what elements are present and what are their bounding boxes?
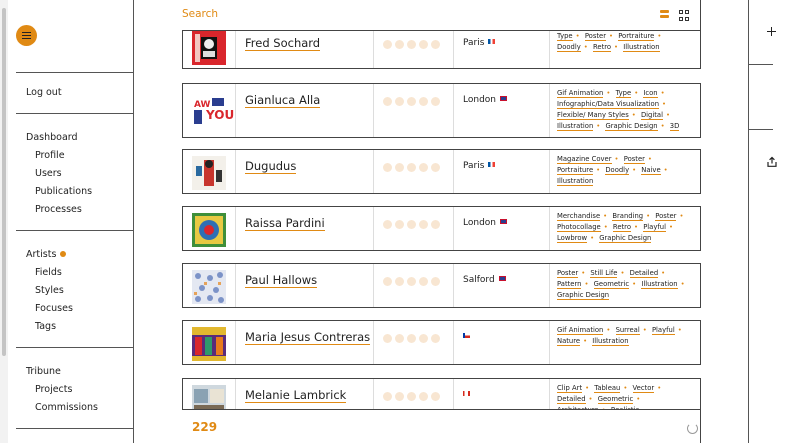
tag-separator: • [668,223,673,231]
column-divider [373,207,374,250]
column-divider [373,150,374,193]
grid-view-icon[interactable] [679,10,690,21]
table-row[interactable] [182,263,701,308]
share-icon [767,157,777,167]
artist-name-link[interactable]: Gianluca Alla [245,93,321,107]
location-text: London [463,95,496,105]
sidebar-item-commissions[interactable]: Commissions [35,402,98,413]
rating-dot[interactable] [419,163,428,172]
rating-dot[interactable] [407,163,416,172]
artist-name-link[interactable]: Fred Sochard [245,36,321,50]
rating-dot[interactable] [395,163,404,172]
tag-separator: • [609,32,614,40]
rating-dot[interactable] [407,40,416,49]
rating-dot[interactable] [395,392,404,401]
tag-link[interactable]: Branding [612,212,644,220]
sidebar-item-tribune[interactable]: Tribune [26,366,61,377]
hamburger-icon[interactable] [16,25,37,46]
artist-tags [557,31,697,53]
tag-link[interactable]: Graphic Design [599,234,652,242]
tag-separator: • [581,269,586,277]
tag-separator: • [603,212,608,220]
tag-link[interactable]: Magazine Cover [557,155,612,163]
location-text: Paris [463,161,485,171]
tag-separator: • [634,223,639,231]
tag-link[interactable]: Poster [655,212,677,220]
tag-link[interactable]: Illustration [557,122,594,130]
column-divider [453,264,454,307]
sidebar-divider [16,428,133,429]
rating-dots[interactable] [383,220,440,229]
list-footer [182,409,701,443]
rating-dot[interactable] [407,277,416,286]
rating-dot[interactable] [383,392,392,401]
tag-separator: • [679,212,684,220]
rating-dot[interactable] [431,334,440,343]
sidebar-item-processes[interactable]: Processes [35,204,82,215]
tag-separator: • [584,280,589,288]
tag-link[interactable]: Doodly [605,166,630,174]
tag-separator: • [585,384,590,392]
artist-location [463,218,507,228]
tag-separator: • [632,280,637,288]
tag-separator: • [623,384,628,392]
tag-separator: • [660,89,665,97]
tag-separator: • [657,32,662,40]
tag-link[interactable]: Poster [623,155,645,163]
results-count: 229 [192,420,218,434]
table-row[interactable] [182,149,701,194]
column-divider [235,321,236,364]
rating-dot[interactable] [395,277,404,286]
column-divider [453,150,454,193]
artist-tags [557,325,697,347]
sidebar-item-artists-label: Artists [26,249,57,260]
column-divider [235,84,236,137]
tag-separator: • [606,326,611,334]
tag-link[interactable]: Illustration [641,280,678,288]
active-indicator-dot [60,251,66,257]
tag-separator: • [636,395,641,403]
rating-dot[interactable] [431,392,440,401]
sidebar-item-dashboard[interactable]: Dashboard [26,132,78,143]
tag-separator: • [680,280,685,288]
tag-link[interactable]: Geometric [597,395,634,403]
rating-dot[interactable] [383,220,392,229]
tag-link[interactable]: Gif Animation [557,89,604,97]
svg-text:YOU: YOU [206,108,235,122]
rating-dots[interactable] [383,40,440,49]
tag-separator: • [596,166,601,174]
tag-link[interactable]: Portraiture [557,166,594,174]
tag-link[interactable]: Graphic Design [557,291,610,299]
tag-link[interactable]: Playful [643,223,666,231]
rating-dot[interactable] [419,40,428,49]
tag-link[interactable]: Lowbrow [557,234,588,242]
sidebar-item-profile[interactable]: Profile [35,150,65,161]
artist-thumbnail[interactable] [192,31,226,65]
tag-link[interactable]: Illustration [557,177,594,185]
column-divider [549,25,550,68]
rating-dot[interactable] [407,392,416,401]
tag-separator: • [632,166,637,174]
table-row[interactable] [182,206,701,251]
tag-link[interactable]: Portraiture [618,32,655,40]
column-divider [235,264,236,307]
search-bar [182,0,701,31]
column-divider [235,25,236,68]
tag-link[interactable]: Detailed [557,395,586,403]
rating-dot[interactable] [395,40,404,49]
tag-link[interactable]: Digital [640,111,663,119]
tag-separator: • [647,155,652,163]
country-flag-icon [499,276,506,281]
logout-link[interactable]: Log out [26,87,62,98]
tag-separator: • [603,223,608,231]
tag-link[interactable]: Surreal [615,326,640,334]
rating-dot[interactable] [383,277,392,286]
column-divider [453,84,454,137]
column-divider [453,321,454,364]
tag-link[interactable]: Doodly [557,43,581,51]
tag-link[interactable]: Type [557,32,573,40]
column-divider [235,150,236,193]
location-text: London [463,218,496,228]
artist-location [463,38,495,48]
tag-separator: • [657,384,662,392]
column-divider [549,150,550,193]
rating-dots[interactable] [383,163,440,172]
column-divider [373,25,374,68]
rating-dots[interactable] [383,277,440,286]
column-divider [373,264,374,307]
column-divider [373,84,374,137]
tag-link[interactable]: Geometric [593,280,630,288]
tag-link[interactable]: Type [615,89,632,97]
column-divider [453,25,454,68]
tag-separator: • [677,326,682,334]
tag-link[interactable]: Playful [651,326,675,334]
rating-dot[interactable] [419,97,428,106]
tag-link[interactable]: Retro [592,43,612,51]
table-row[interactable] [182,83,701,138]
rating-dot[interactable] [431,220,440,229]
column-divider [549,264,550,307]
tag-link[interactable]: Vector [632,384,655,392]
loading-spinner-icon [687,423,698,434]
tag-separator: • [583,337,588,345]
rating-dot[interactable] [395,334,404,343]
panel-divider [749,129,773,130]
sidebar-item-publications[interactable]: Publications [35,186,93,197]
artist-location [463,95,507,105]
column-divider [453,207,454,250]
rating-dot[interactable] [419,334,428,343]
sidebar-item-projects[interactable]: Projects [35,384,73,395]
tag-link[interactable]: Gif Animation [557,326,604,334]
tag-separator: • [660,122,665,130]
sidebar-item-tags[interactable]: Tags [35,321,57,332]
rating-dot[interactable] [431,40,440,49]
tag-link[interactable]: Illustration [592,337,629,345]
location-text: Paris [463,38,485,48]
share-button[interactable] [749,65,801,129]
artist-tags [557,268,697,301]
rating-dot[interactable] [407,220,416,229]
sidebar-divider [16,72,133,73]
tag-link[interactable]: Merchandise [557,212,601,220]
artist-tags [557,88,697,132]
rating-dot[interactable] [419,277,428,286]
right-action-panel [748,0,800,443]
tag-link[interactable]: Poster [584,32,607,40]
list-view-icon[interactable] [660,10,669,20]
rating-dot[interactable] [383,40,392,49]
column-divider [373,321,374,364]
rating-dots[interactable] [383,97,440,106]
rating-dots[interactable] [383,392,440,401]
country-flag-icon [500,219,507,224]
country-flag-icon [463,333,470,338]
tag-link[interactable]: Tableau [594,384,621,392]
location-text: Salford [463,275,495,285]
column-divider [549,84,550,137]
artist-thumbnail[interactable] [192,213,226,247]
tag-separator: • [583,43,588,51]
artist-thumbnail[interactable] [192,327,226,361]
sidebar-item-focuses[interactable]: Focuses [35,303,73,314]
country-flag-icon [463,391,470,396]
artist-name-link[interactable]: Paul Hallows [245,273,318,287]
tag-link[interactable]: Graphic Design [605,122,658,130]
rating-dot[interactable] [395,97,404,106]
table-row[interactable] [182,320,701,365]
rating-dot[interactable] [407,334,416,343]
column-divider [549,207,550,250]
tag-separator: • [606,89,611,97]
artist-tags [557,154,697,187]
rating-dot[interactable] [431,97,440,106]
rating-dot[interactable] [419,392,428,401]
column-divider [549,321,550,364]
tag-separator: • [661,269,666,277]
tag-separator: • [590,234,595,242]
artist-thumbnail[interactable] [192,270,226,304]
column-divider [235,207,236,250]
rating-dot[interactable] [395,220,404,229]
add-button[interactable] [749,0,801,64]
tag-separator: • [596,122,601,130]
sidebar-item-users[interactable]: Users [35,168,62,179]
rating-dot[interactable] [431,277,440,286]
tag-link[interactable]: 3D [669,122,680,130]
artists-list-panel [182,0,701,443]
tag-link[interactable]: Illustration [623,43,660,51]
country-flag-icon [488,39,495,44]
country-flag-icon [488,162,495,167]
artist-location [463,390,470,400]
tag-link[interactable]: Retro [612,223,631,231]
rating-dot[interactable] [431,163,440,172]
tag-link[interactable]: Infographic/Data Visualization [557,100,659,108]
tag-link[interactable]: Still Life [590,269,618,277]
tag-link[interactable]: Icon [643,89,658,97]
tag-link[interactable]: Nature [557,337,581,345]
artist-name-link[interactable]: Melanie Lambrick [245,388,347,402]
sidebar-item-fields[interactable]: Fields [35,267,62,278]
artist-tags [557,211,697,244]
tag-link[interactable]: Photocollage [557,223,601,231]
tag-link[interactable]: Clip Art [557,384,583,392]
sidebar-divider [16,347,133,348]
scrollbar-thumb[interactable] [2,8,6,356]
artist-thumbnail[interactable] [192,156,226,190]
artist-location [463,275,506,285]
tag-separator: • [642,326,647,334]
tag-separator: • [634,89,639,97]
tag-link[interactable]: Pattern [557,280,582,288]
page-scrollbar[interactable] [0,0,8,443]
rating-dot[interactable] [419,220,428,229]
svg-text:AW: AW [194,100,211,110]
tag-separator: • [663,166,668,174]
sidebar-item-styles[interactable]: Styles [35,285,64,296]
sidebar-divider [16,230,133,231]
tag-link[interactable]: Flexible/ Many Styles [557,111,629,119]
rating-dots[interactable] [383,334,440,343]
tag-separator: • [662,100,667,108]
tag-separator: • [588,395,593,403]
tag-separator: • [646,212,651,220]
artist-location [463,161,495,171]
tag-separator: • [620,269,625,277]
tag-separator: • [575,32,580,40]
tag-separator: • [614,43,619,51]
sidebar-divider [16,113,133,114]
sidebar-item-artists[interactable] [26,249,66,260]
artist-name-link[interactable]: Dugudus [245,159,297,173]
rating-dot[interactable] [383,334,392,343]
tag-separator: • [631,111,636,119]
tag-link[interactable]: Poster [557,269,579,277]
sidebar [8,0,134,443]
artist-name-link[interactable]: Raissa Pardini [245,216,325,230]
artist-thumbnail[interactable] [192,95,235,129]
tag-separator: • [614,155,619,163]
tag-separator: • [665,111,670,119]
artist-location [463,332,470,342]
rating-dot[interactable] [383,97,392,106]
country-flag-icon [500,96,507,101]
plus-icon [767,27,776,36]
search-input[interactable]: Search [182,8,219,20]
rating-dot[interactable] [407,97,416,106]
rating-dot[interactable] [383,163,392,172]
tag-link[interactable]: Detailed [629,269,659,277]
artist-name-link[interactable]: Maria Jesus Contreras [245,330,371,344]
tag-link[interactable]: Naive [641,166,661,174]
